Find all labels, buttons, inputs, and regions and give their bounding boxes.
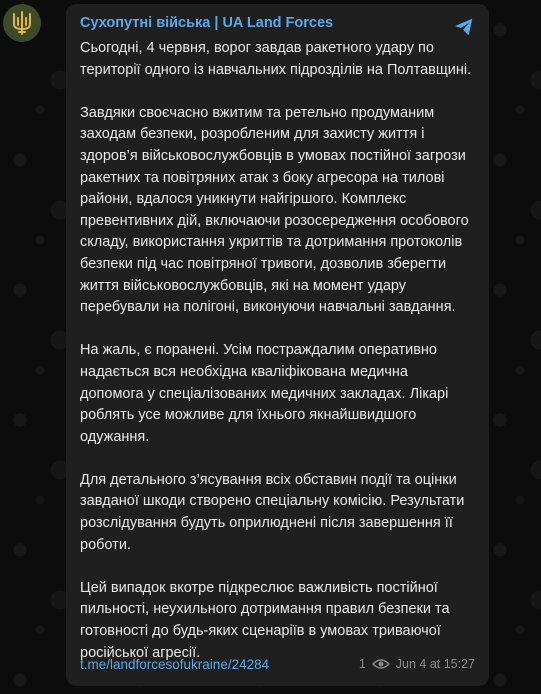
message-meta xyxy=(359,657,475,671)
channel-title[interactable]: Сухопутні війська | UA Land Forces xyxy=(80,15,334,31)
telegram-share-icon[interactable] xyxy=(453,16,475,38)
message-footer xyxy=(80,654,475,674)
channel-avatar[interactable] xyxy=(3,4,41,42)
message-bubble xyxy=(66,4,489,686)
views-count: 1 xyxy=(358,657,366,671)
message-paragraph: На жаль, є поранені. Усім постраждалим оперативно надається вся необхідна кваліфікована медична допомога у спеціалізованих медичних закладах. Лікарі роблять усе можливе для їхнього якнайшвидшого одужання. xyxy=(80,342,449,445)
message-paragraph: Цей випадок вкотре підкреслює важливість постійної пильності, неухильного дотримання правил безпеки та готовності до будь-яких сценаріїв в умовах триваючої російської агресії. xyxy=(80,579,450,661)
timestamp: Jun 4 at 15:27 xyxy=(395,657,475,671)
message-paragraph: Для детального з’ясування всіх обставин події та оцінки завданої шкоди створено спеціальну комісію. Результати розслідування будуть оприлюднені після завершення її роботи. xyxy=(80,471,465,553)
post-link[interactable]: t.me/landforcesofukraine/24284 xyxy=(80,656,270,672)
trident-emblem-icon xyxy=(10,10,34,36)
message-paragraph: Завдяки своєчасно вжитим та ретельно продуманим заходам безпеки, розробленим для захисту життя і здоров’я військовослужбовців в умовах постійної загрози ракетних та повітряних атак з боку агресора на тилові райони, вдалося уникнути найгіршого. Комплекс превентивних дій, включаючи розосередження особового складу, використання укриттів та дотримання протоколів безпеки під час повітряної тривоги, дозволив зберегти життя військовослужбовців, які на момент удару перебували на полігоні, виконуючи навчальні завдання. xyxy=(80,104,469,316)
message-paragraph: Сьогодні, 4 червня, ворог завдав ракетного удару по території одного із навчальних підрозділів на Полтавщині. xyxy=(80,40,472,78)
message-text xyxy=(80,38,475,664)
eye-icon xyxy=(372,658,390,670)
